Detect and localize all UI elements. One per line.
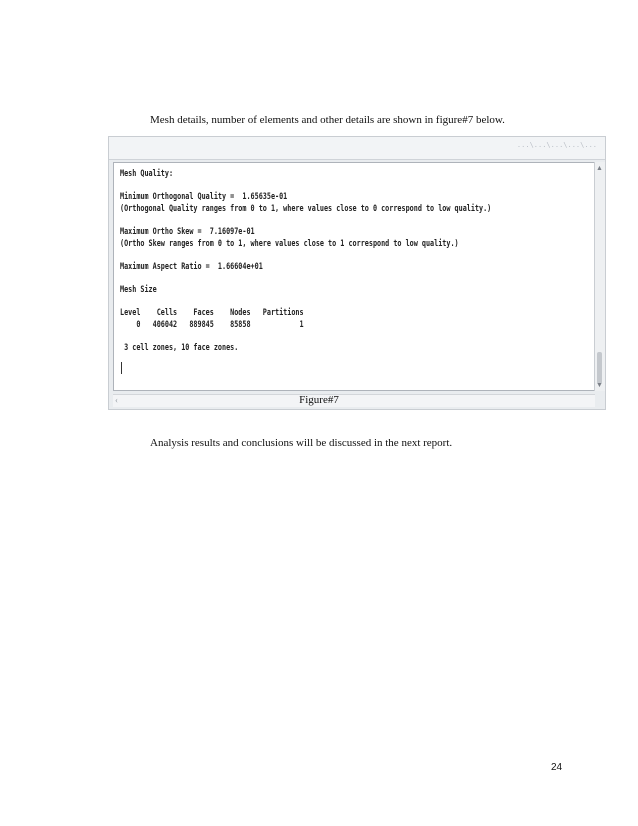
page-number: 24 xyxy=(551,762,563,773)
figure-screenshot xyxy=(108,136,606,410)
scrollbar-thumb[interactable] xyxy=(597,352,602,384)
vertical-scrollbar[interactable] xyxy=(594,162,605,391)
figure-caption: Figure#7 xyxy=(299,394,339,406)
scroll-down-icon[interactable]: ▼ xyxy=(596,381,603,389)
text-cursor xyxy=(121,362,122,374)
scroll-up-icon[interactable]: ▲ xyxy=(596,164,603,172)
top-path-text: ...\...\...\...\... xyxy=(516,141,597,149)
scroll-left-icon[interactable]: ‹ xyxy=(115,395,118,405)
closing-paragraph: Analysis results and conclusions will be discussed in the next report. xyxy=(150,437,453,449)
console-output-panel[interactable] xyxy=(113,162,595,391)
console-text: Mesh Quality: Minimum Orthogonal Quality = 1.65635e-01 (Orthogonal Quality ranges from 0 to 1, where values close to 0 correspond to low quality.) Maximum Ortho Skew = 7.16097e-01 (Ortho Skew ranges from 0 to 1, where values close to 1 correspond to low quality.) Maximum Aspect Ratio = 1.66604e+01 Mesh Size Level Cells Faces Nodes Partitions 0 406042 889845 85858 1 3 cell zones, 10 face zones. xyxy=(120,169,492,353)
intro-paragraph: Mesh details, number of elements and other details are shown in figure#7 below. xyxy=(150,114,505,126)
console-title-strip xyxy=(109,137,605,160)
